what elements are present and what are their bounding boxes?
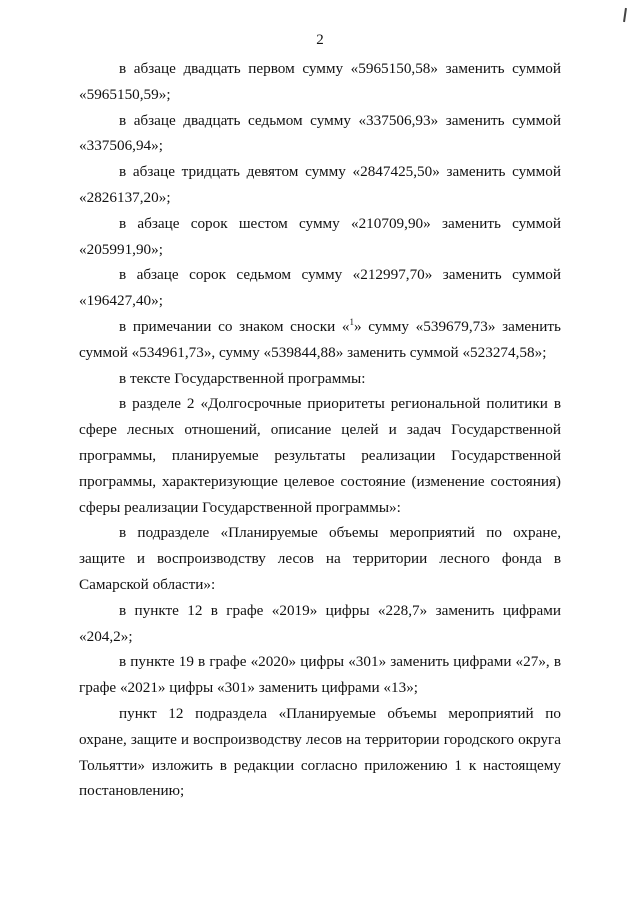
paragraph-section-2: в разделе 2 «Долгосрочные приоритеты региональной политики в сфере лесных отношений, описание целей и задач Государственной программы, планируемые результаты реализации Государственной программы, характеризующие целевое состояние (изменение состояния) сферы реализации Государственной программы»: <box>79 395 561 516</box>
paragraph-subsection-samara: в подразделе «Планируемые объемы мероприятий по охране, защите и воспроизводству лесов на территории лесного фонда в Самарской области»: <box>79 524 561 593</box>
paragraph-togliatti: пункт 12 подраздела «Планируемые объемы мероприятий по охране, защите и воспроизводству лесов на территории городского округа Тольятти» изложить в редакции согласно приложению 1 к настоящему постановлению; <box>79 704 561 800</box>
page-number: 2 <box>316 32 324 48</box>
paragraph-amount-39: в абзаце тридцать девятом сумму «2847425,50» заменить суммой «2826137,20»; <box>79 163 561 206</box>
footnote-text-after: » сумму «539679,73» заменить суммой «534961,73», сумму «539844,88» заменить суммой «523274,58»; <box>79 317 561 361</box>
document-body <box>79 56 561 804</box>
paragraph-amount-21: в абзаце двадцать первом сумму «5965150,58» заменить суммой «5965150,59»; <box>79 60 561 103</box>
paragraph-amount-47: в абзаце сорок седьмом сумму «212997,70» заменить суммой «196427,40»; <box>79 266 561 310</box>
footnote-text-before: в примечании со знаком сноски « <box>119 317 350 335</box>
paragraph-program-text: в тексте Государственной программы: <box>119 369 366 387</box>
paragraph-footnote-note <box>79 314 561 366</box>
paragraph-amount-27: в абзаце двадцать седьмом сумму «337506,93» заменить суммой «337506,94»; <box>79 111 561 155</box>
scan-edge-mark <box>623 8 627 22</box>
paragraph-item-19: в пункте 19 в графе «2020» цифры «301» заменить цифрами «27», в графе «2021» цифры «301» заменить цифрами «13»; <box>79 653 561 697</box>
footnote-superscript: 1 <box>349 316 354 327</box>
paragraph-amount-46: в абзаце сорок шестом сумму «210709,90» заменить суммой «205991,90»; <box>79 214 561 258</box>
paragraph-item-12: в пункте 12 в графе «2019» цифры «228,7» заменить цифрами «204,2»; <box>79 601 561 645</box>
